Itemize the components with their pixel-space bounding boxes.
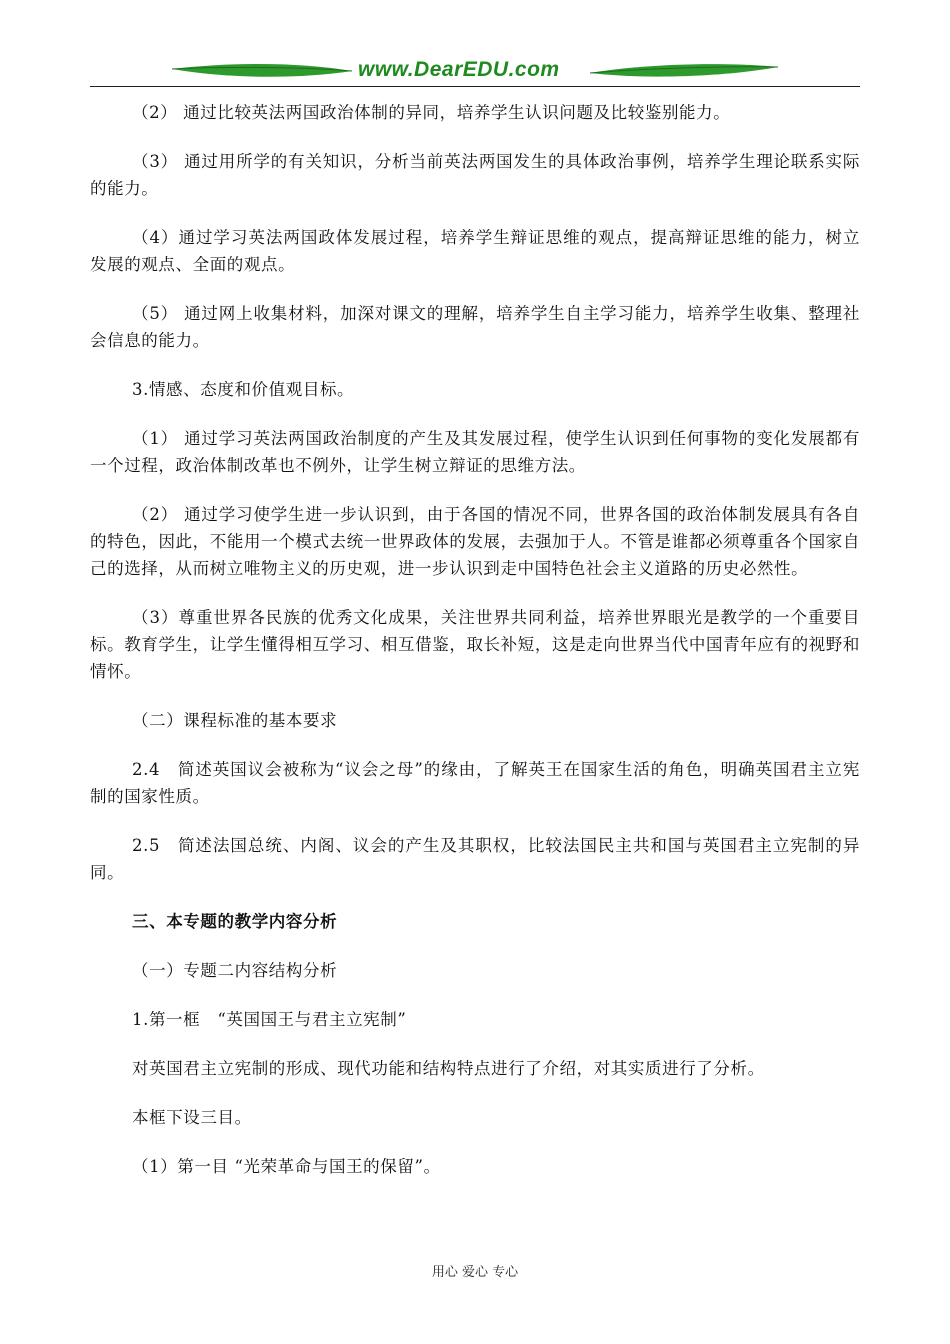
paragraph-emotion-3: （3）尊重世界各民族的优秀文化成果，关注世界共同利益，培养世界眼光是教学的一个重要目标。教育学生，让学生懂得相互学习、相互借鉴，取长补短，这是走向世界当代中国青年应有的视野和情怀。 bbox=[90, 608, 860, 681]
paragraph-standard-2-4: 2.4 简述英国议会被称为“议会之母”的缘由，了解英王在国家生活的角色，明确英国君主立宪制的国家性质。 bbox=[90, 760, 860, 806]
paragraph-objective-2: （2） 通过比较英法两国政治体制的异同，培养学生认识问题及比较鉴别能力。 bbox=[132, 103, 731, 122]
header-divider bbox=[90, 86, 860, 87]
paragraph-emotion-1: （1） 通过学习英法两国政治制度的产生及其发展过程，使学生认识到任何事物的变化发展都有一个过程，政治体制改革也不例外，让学生树立辩证的思维方法。 bbox=[90, 429, 860, 475]
site-logo[interactable]: www.DearEDU.com bbox=[358, 58, 560, 81]
subheading-structure-analysis: （一）专题二内容结构分析 bbox=[132, 961, 338, 980]
paragraph-objective-5: （5） 通过网上收集材料，加深对课文的理解，培养学生自主学习能力，培养学生收集、整理社会信息的能力。 bbox=[90, 304, 860, 350]
paragraph-objective-3: （3） 通过用所学的有关知识，分析当前英法两国发生的具体政治事例，培养学生理论联系实际的能力。 bbox=[90, 152, 860, 198]
paragraph-frame-intro: 对英国君主立宪制的形成、现代功能和结构特点进行了介绍，对其实质进行了分析。 bbox=[132, 1059, 765, 1078]
paragraph-first-item: （1）第一目 “光荣革命与国王的保留”。 bbox=[132, 1157, 441, 1176]
document-body bbox=[90, 99, 860, 1180]
page-header bbox=[90, 55, 860, 89]
paragraph-objective-4: （4）通过学习英法两国政体发展过程，培养学生辩证思维的观点，提高辩证思维的能力，树立发展的观点、全面的观点。 bbox=[90, 228, 860, 274]
heading-content-analysis: 三、本专题的教学内容分析 bbox=[132, 912, 338, 931]
left-swoosh bbox=[172, 64, 352, 77]
section-heading-emotion-goals: 3.情感、态度和价值观目标。 bbox=[132, 380, 355, 399]
paragraph-standard-2-5: 2.5 简述法国总统、内阁、议会的产生及其职权，比较法国民主共和国与英国君主立宪制的异同。 bbox=[90, 836, 860, 882]
subheading-curriculum-standards: （二）课程标准的基本要求 bbox=[132, 711, 338, 730]
paragraph-first-frame: 1.第一框 “英国国王与君主立宪制” bbox=[132, 1010, 407, 1029]
right-swoosh bbox=[590, 64, 778, 77]
paragraph-three-items: 本框下设三目。 bbox=[132, 1108, 252, 1127]
page-footer: 用心 爱心 专心 bbox=[431, 1265, 519, 1280]
paragraph-emotion-2: （2） 通过学习使学生进一步认识到，由于各国的情况不同，世界各国的政治体制发展具有各自的特色，因此，不能用一个模式去统一世界政体的发展，去强加于人。不管是谁都必须尊重各个国家自己的选择，从而树立唯物主义的历史观，进一步认识到走中国特色社会主义道路的历史必然性。 bbox=[90, 505, 860, 578]
